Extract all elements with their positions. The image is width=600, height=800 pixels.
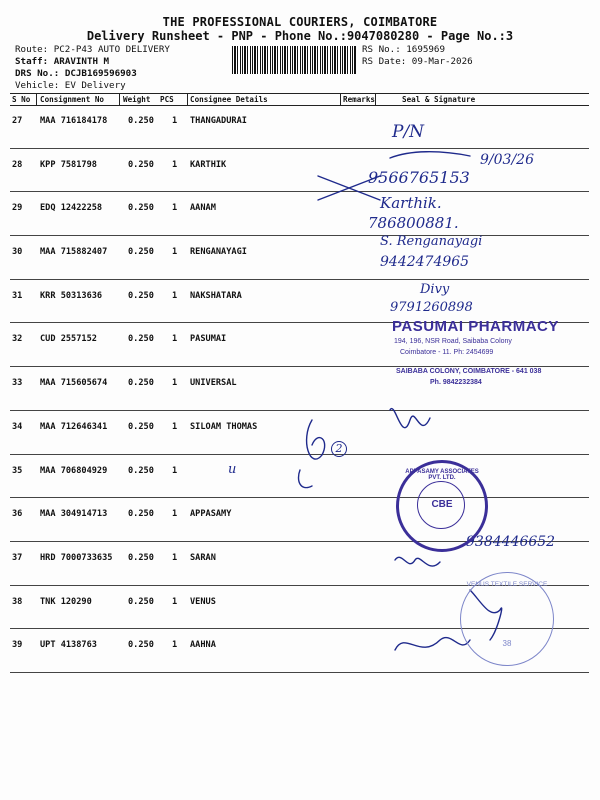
row-pcs: 1 — [172, 596, 178, 607]
row-consignment: MAA 304914713 — [40, 509, 108, 520]
row-weight: 0.250 — [128, 552, 154, 563]
handwritten-mark-35: u — [228, 462, 237, 477]
row-sno: 31 — [12, 290, 23, 301]
col-sno: S No — [12, 95, 31, 104]
row-sno: 37 — [12, 552, 23, 563]
row-consignment: TNK 120290 — [40, 596, 92, 607]
row-consignee: APPASAMY — [190, 509, 232, 520]
row-pcs: 1 — [172, 247, 178, 258]
row-pcs: 1 — [172, 159, 178, 170]
drs-value: DCJB169596903 — [64, 68, 137, 79]
col-pcs: PCS — [160, 95, 174, 104]
row-pcs: 1 — [172, 334, 178, 345]
handwritten-date: 9/03/26 — [480, 152, 534, 168]
col-remarks: Remarks — [343, 95, 376, 104]
pasumai-stamp-name: PASUMAI PHARMACY — [392, 318, 559, 335]
row-weight: 0.250 — [128, 640, 154, 651]
staff-value: ARAVINTH M — [53, 56, 110, 67]
row-consignment: EDQ 12422258 — [40, 203, 103, 214]
venus-round-seal — [460, 572, 554, 666]
strike-mark — [390, 152, 470, 158]
rs-date: RS Date: 09-Mar-2026 — [362, 56, 473, 67]
row-pcs: 1 — [172, 509, 178, 520]
pasumai-stamp-address-1: 194, 196, NSR Road, Saibaba Colony — [394, 338, 512, 345]
row-consignee: UNIVERSAL — [190, 378, 237, 389]
row-consignee: PASUMAI — [190, 334, 227, 345]
row-pcs: 1 — [172, 290, 178, 301]
row-sno: 32 — [12, 334, 23, 345]
signature-aahna — [395, 638, 470, 650]
row-consignment: CUD 2557152 — [40, 334, 97, 345]
row-weight: 0.250 — [128, 509, 154, 520]
row-sno: 38 — [12, 596, 23, 607]
col-consignee: Consignee Details — [190, 95, 268, 104]
vehicle-info: Vehicle: EV Delivery — [15, 80, 126, 91]
row-weight: 0.250 — [128, 247, 154, 258]
runsheet-subtitle: Delivery Runsheet - PNP - Phone No.:9047080280 - Page No.:3 — [86, 29, 514, 43]
row-consignment: KRR 50313636 — [40, 290, 103, 301]
col-seal: Seal & Signature — [402, 95, 476, 104]
row-sno: 27 — [12, 116, 23, 126]
row-weight: 0.250 — [128, 116, 154, 126]
row-consignment: MAA 716184178 — [40, 116, 108, 126]
venus-seal-center: 38 — [502, 639, 512, 648]
row-pcs: 1 — [172, 421, 178, 432]
universal-stamp-line-2: Ph. 9842232384 — [430, 379, 482, 386]
staff-label: Staff: — [15, 56, 49, 67]
row-consignee: NAKSHATARA — [190, 290, 242, 301]
row-pcs: 1 — [172, 465, 178, 476]
row-consignee: KARTHIK — [190, 159, 227, 170]
handwritten-phone-29: 786800881. — [368, 214, 459, 232]
row-weight: 0.250 — [128, 203, 154, 214]
row-pcs: 1 — [172, 378, 178, 389]
appasamy-seal-ring-text: APPASAMY ASSOCIATES PVT. LTD. — [405, 469, 479, 481]
handwritten-name-30: S. Renganayagi — [380, 234, 483, 249]
row-pcs: 1 — [172, 203, 178, 214]
universal-stamp-line-1: SAIBABA COLONY, COIMBATORE - 641 038 — [396, 368, 542, 375]
row-weight: 0.250 — [128, 159, 154, 170]
handwritten-phone-28: 9566765153 — [368, 168, 470, 187]
row-consignee: SARAN — [190, 552, 216, 563]
row-sno: 39 — [12, 640, 23, 651]
row-consignee: VENUS — [190, 596, 216, 607]
handwritten-name-29: Karthik. — [380, 194, 442, 212]
row-pcs: 1 — [172, 552, 178, 563]
signature-saran — [395, 557, 440, 566]
row-consignee: RENGANAYAGI — [190, 247, 247, 258]
row-sno: 35 — [12, 465, 23, 476]
row-sno: 30 — [12, 247, 23, 258]
row-weight: 0.250 — [128, 290, 154, 301]
row-consignment: KPP 7581798 — [40, 159, 97, 170]
drs-label: DRS No.: — [15, 68, 60, 79]
signature-siloam — [390, 409, 430, 428]
row-weight: 0.250 — [128, 465, 154, 476]
venus-seal-ring-text: VENUS TEXTILE SERVICE — [466, 581, 548, 588]
route-info: Route: PC2-P43 AUTO DELIVERY — [15, 44, 170, 55]
col-consignment: Consignment No — [40, 95, 105, 104]
row-sno: 34 — [12, 421, 23, 432]
pen-loop — [307, 420, 325, 459]
row-consignment: UPT 4138763 — [40, 640, 97, 651]
appasamy-round-seal — [396, 460, 488, 552]
row-pcs: 1 — [172, 640, 178, 651]
row-sno: 33 — [12, 378, 23, 389]
row-consignee: SILOAM THOMAS — [190, 421, 258, 432]
row-pcs: 1 — [172, 116, 178, 126]
rs-number: RS No.: 1695969 — [362, 44, 445, 55]
handwritten-phone-31: 9791260898 — [390, 300, 473, 315]
handwritten-phone-37: 9384446652 — [466, 534, 556, 550]
row-sno: 28 — [12, 159, 23, 170]
row-weight: 0.250 — [128, 378, 154, 389]
pen-hook — [299, 470, 313, 488]
handwritten-pn: P/N — [392, 122, 425, 142]
row-weight: 0.250 — [128, 596, 154, 607]
handwritten-phone-30: 9442474965 — [380, 254, 470, 270]
row-sno: 29 — [12, 203, 23, 214]
handwritten-circled-number: 2 — [331, 441, 347, 457]
row-consignment: MAA 715605674 — [40, 378, 108, 389]
row-consignee: THANGADURAI — [190, 116, 247, 126]
appasamy-seal-center: CBE — [431, 499, 453, 510]
row-consignment: HRD 7000733635 — [40, 552, 113, 563]
row-sno: 36 — [12, 509, 23, 520]
row-consignment: MAA 715882407 — [40, 247, 108, 258]
col-weight: Weight — [123, 95, 151, 104]
row-weight: 0.250 — [128, 334, 154, 345]
row-consignee: AANAM — [190, 203, 216, 214]
handwritten-name-31: Divy — [420, 282, 450, 297]
row-weight: 0.250 — [128, 421, 154, 432]
row-consignment: MAA 706804929 — [40, 465, 108, 476]
company-title: THE PROFESSIONAL COURIERS, COIMBATORE — [162, 15, 438, 29]
row-consignment: MAA 712646341 — [40, 421, 108, 432]
row-consignee: AAHNA — [190, 640, 216, 651]
pasumai-stamp-address-2: Coimbatore - 11. Ph: 2454699 — [400, 349, 494, 356]
